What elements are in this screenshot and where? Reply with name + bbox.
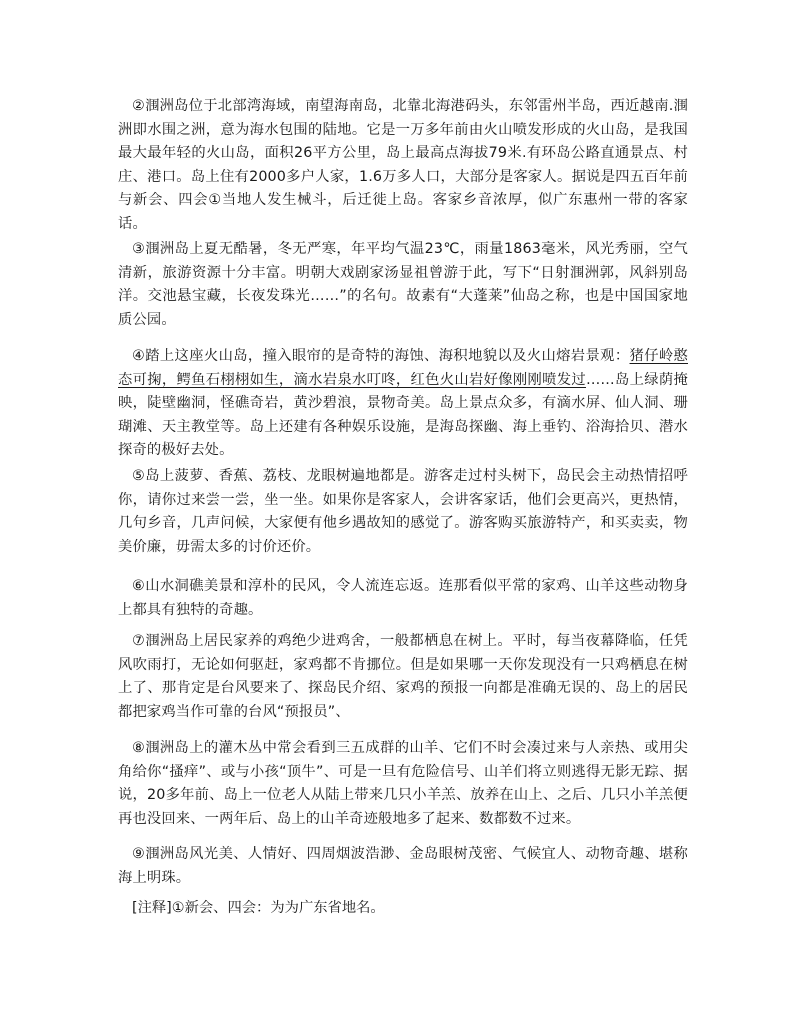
paragraph-8: ⑧涠洲岛上的灌木丛中常会看到三五成群的山羊、它们不时会凑过来与人亲热、或用尖角给你“搔痒”、或与小孩“顶牛”、可是一旦有危险信号、山羊们将立则逃得无影无踪、据说，20多年前、岛上一位老人从陆上带来几只小羊羔、放养在山上、之后、几只小羊羔便再也没回来、一两年后、岛上的山羊奇迹般地多了起来、数都数不过来。 [118, 740, 688, 827]
paragraph-4-start: ④踏上这座火山岛，撞入眼帘的是奇特的海蚀、海积地貌以及火山熔岩景观： [132, 348, 630, 364]
paragraph-4-underlined: 猪仔岭憨态可掬，鳄鱼石栩栩如生，滴水岩泉水叮咚，红色火山岩好像刚刚喷发过 [118, 348, 688, 388]
paragraph-7: ⑦涠洲岛上居民家养的鸡绝少进鸡舍，一般都栖息在树上。平时，每当夜幕降临，任凭风吹雨打，无论如何驱赶，家鸡都不肯挪位。但是如果哪一天你发现没有一只鸡栖息在树上了、那肯定是台风要来了、探岛民介绍、家鸡的预报一向都是准确无误的、岛上的居民都把家鸡当作可靠的台风“预报员”、 [118, 633, 688, 720]
paragraph-6: ⑥山水洞礁美景和淳朴的民风，令人流连忘返。连那看似平常的家鸡、山羊这些动物身上都具有独特的奇趣。 [118, 578, 688, 618]
paragraph-2: ②涠洲岛位于北部湾海域，南望海南岛，北靠北海港码头，东邻雷州半岛，西近越南.涠洲即水围之洲，意为海水包围的陆地。它是一万多年前由火山喷发形成的火山岛，是我国最大最年轻的火山岛，面积26平方公里，岛上最高点海拔79米.有环岛公路直通景点、村庄、港口。岛上住有2000多户人家，1.6万多人口，大部分是客家人。据说是四五百年前与新会、四会①当地人发生械斗，后迁徙上岛。客家乡音浓厚，似广东惠州一带的客家话。 [118, 98, 688, 232]
paragraph-5: ⑤岛上菠萝、香蕉、荔枝、龙眼树遍地都是。游客走过村头树下，岛民会主动热情招呼你，请你过来尝一尝，坐一坐。如果你是客家人，会讲客家话，他们会更高兴，更热情，几句乡音，几声问候，大家便有他乡遇故知的感觉了。游客购买旅游特产，和买卖卖，物美价廉，毋需太多的讨价还价。 [118, 468, 688, 555]
paragraph-4-end: ……岛上绿荫掩映，陡壁幽洞，怪礁奇岩，黄沙碧浪，景物奇美。岛上景点众多，有滴水屏、仙人洞、珊瑚滩、天主教堂等。岛上还建有各种娱乐设施，是海岛探幽、海上垂钓、浴海拾贝、潜水探奇的极好去处。 [118, 371, 688, 458]
paragraph-3: ③涠洲岛上夏无酷暑，冬无严寒，年平均气温23℃，雨量1863毫米，风光秀丽，空气清新，旅游资源十分丰富。明朝大戏剧家汤显祖曾游于此，写下“日射涠洲郭，风斜别岛洋。交池悬宝藏，长夜发珠光……”的名句。故素有“大蓬莱”仙岛之称，也是中国国家地质公园。 [118, 241, 688, 328]
paragraph-4 [118, 345, 688, 463]
paragraph-9: ⑨涠洲岛风光美、人情好、四周烟波浩渺、金岛眼树茂密、气候宜人、动物奇趣、堪称海上明珠。 [118, 846, 688, 886]
footnote: [注释]①新会、四会：为为广东省地名。 [132, 900, 385, 916]
